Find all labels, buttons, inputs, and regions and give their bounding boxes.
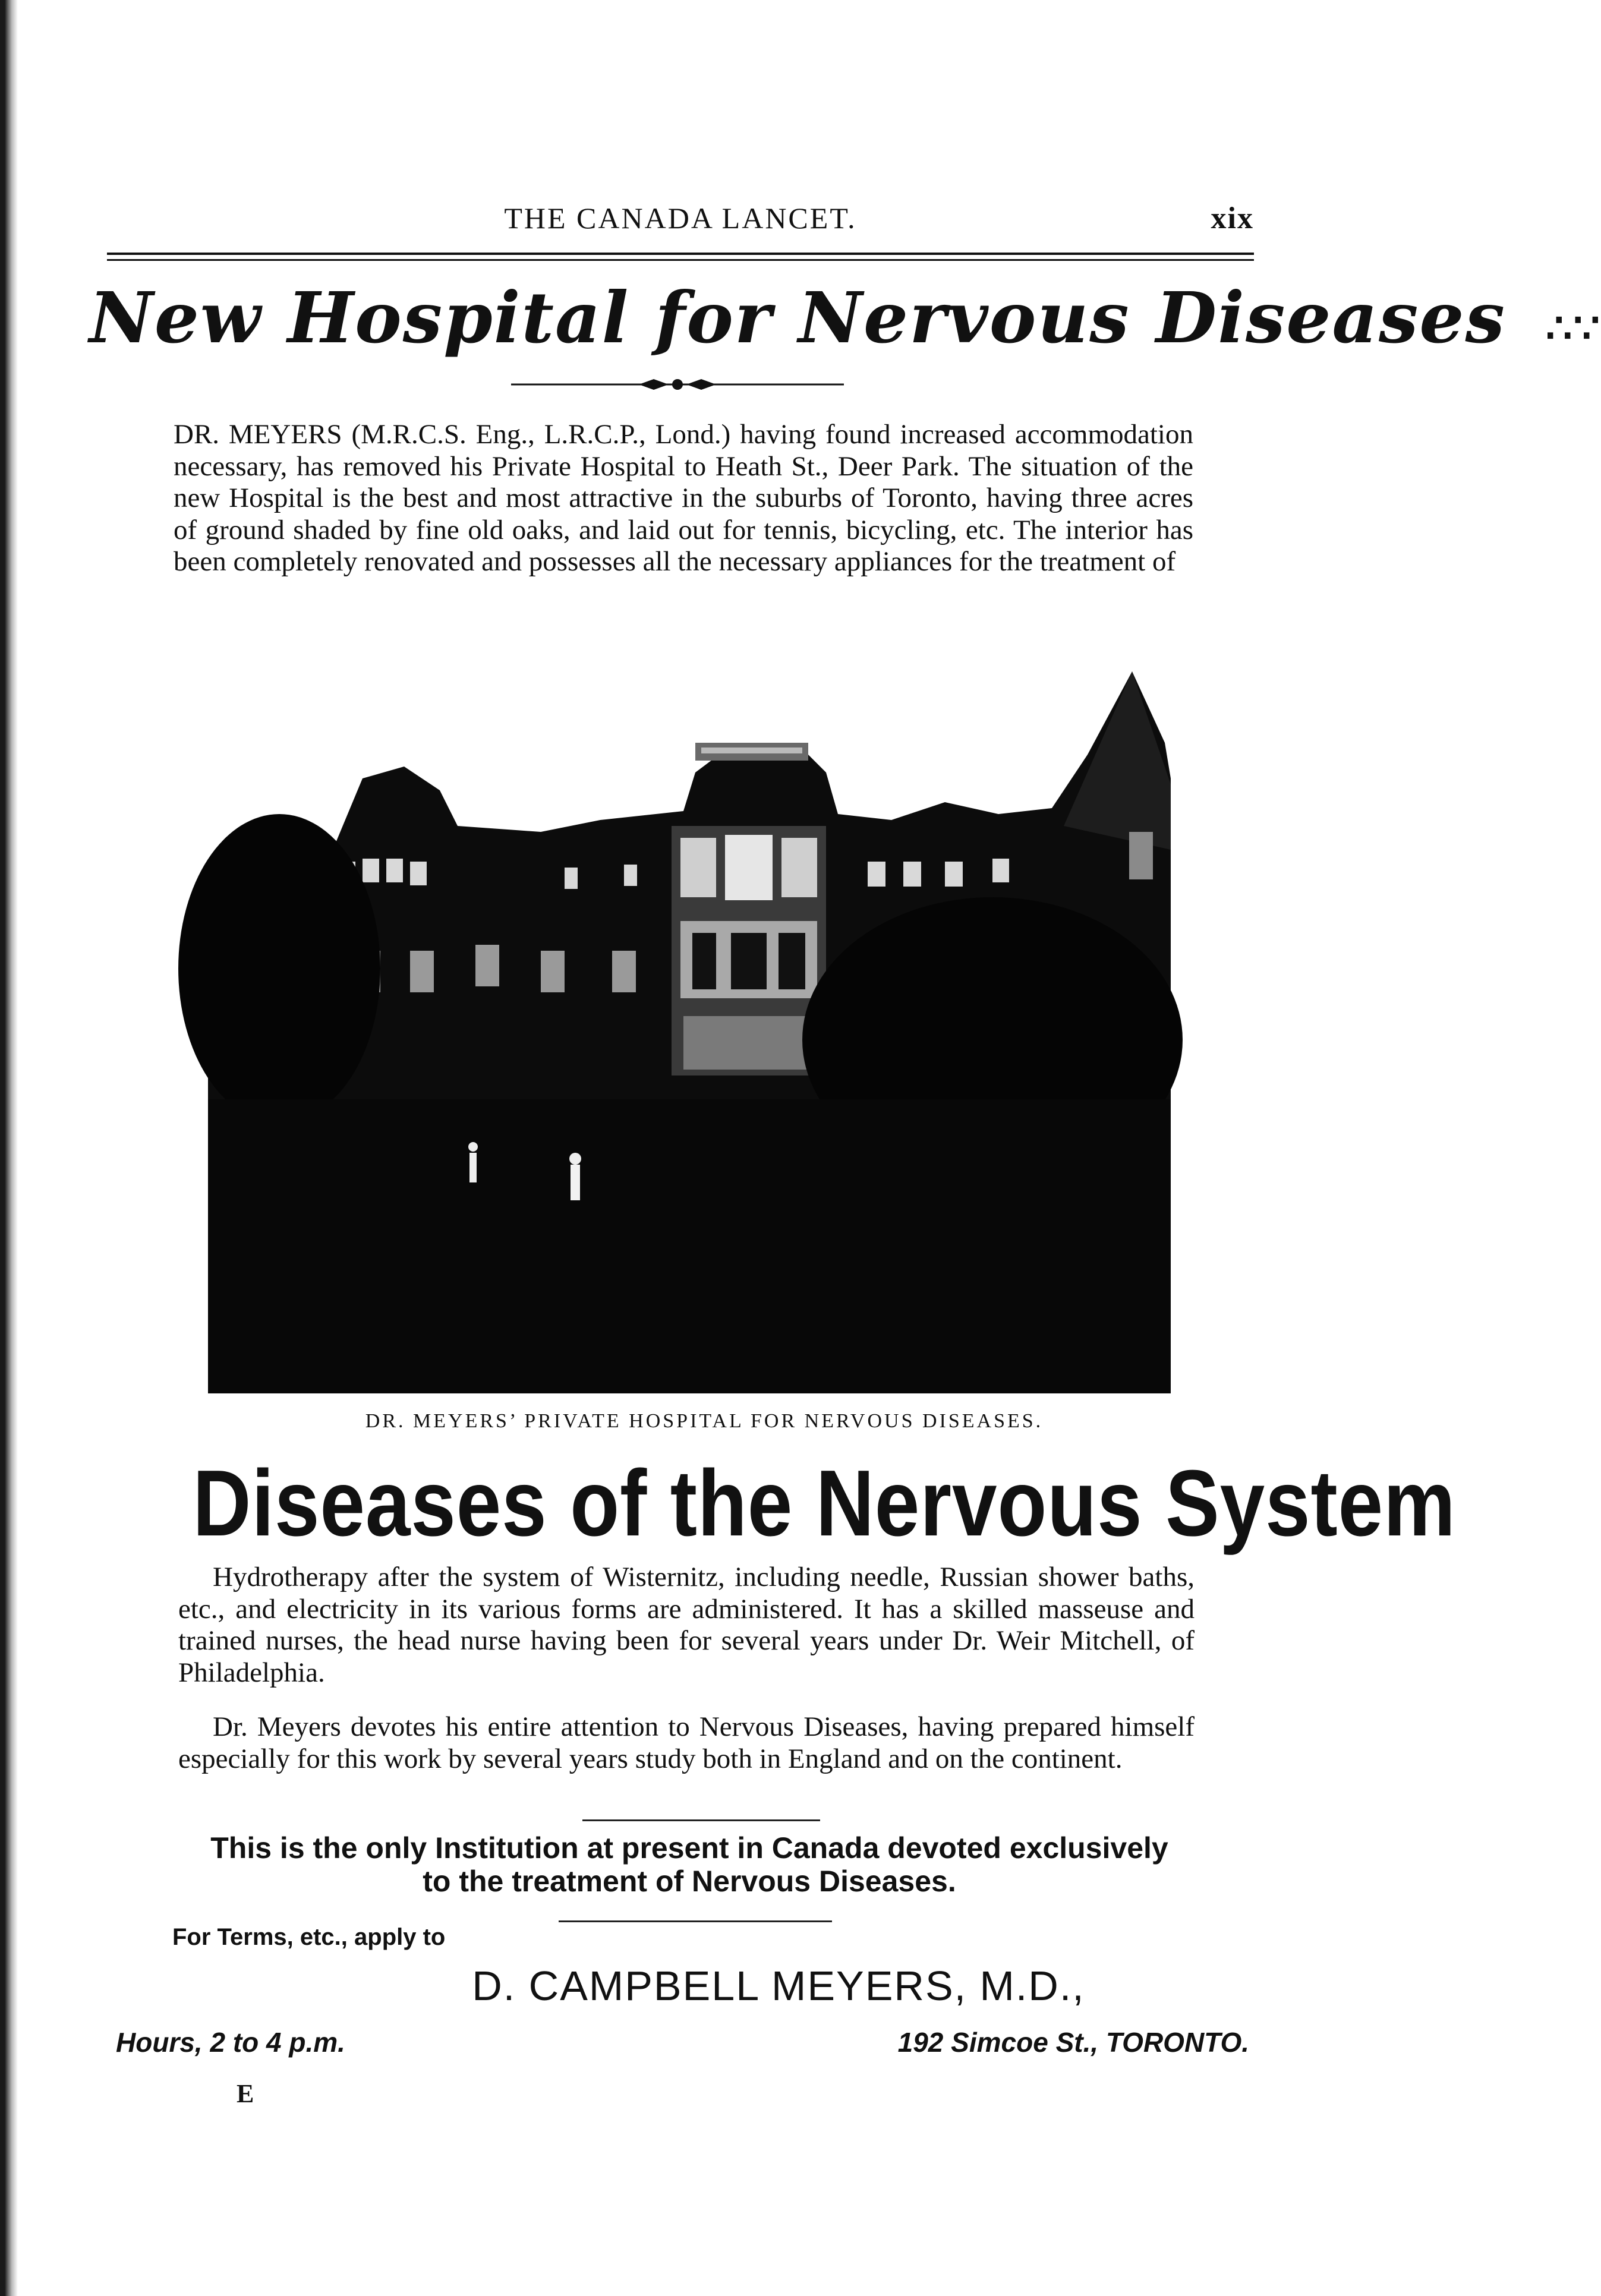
office-hours: Hours, 2 to 4 p.m.	[116, 2027, 345, 2058]
running-head	[107, 196, 1254, 238]
terms-line: For Terms, etc., apply to	[172, 1924, 446, 1950]
hospital-building-image	[208, 671, 1171, 1393]
intro-paragraph: DR. MEYERS (M.R.C.S. Eng., L.R.C.P., Lond.) having found increased accommodation necessary, has removed his Private Hospital to Heath St., Deer Park. The situation of the new Hospital is the best and most attractive in the suburbs of Toronto, having three acres of ground shaded by fine old oaks, and laid out for tennis, bicycling, etc. The interior has been completely renovated and possesses all the necessary appliances for the treatment of	[174, 419, 1193, 577]
title-dots-ornament: ∴∵	[1545, 303, 1601, 352]
page-number: xix	[1211, 201, 1254, 235]
attention-paragraph: Dr. Meyers devotes his entire attention to Nervous Diseases, having prepared himself especially for this work by several years study both in England and on the continent.	[178, 1711, 1195, 1774]
advert-title-text: New Hospital for Nervous Diseases	[89, 276, 1506, 359]
headline: Diseases of the Nervous System	[193, 1451, 1456, 1556]
advert-title	[89, 276, 1601, 359]
notice	[113, 1831, 1266, 1898]
binding-edge	[0, 0, 18, 2296]
terms-rule	[559, 1920, 832, 1922]
office-address: 192 Simcoe St., TORONTO.	[897, 2027, 1249, 2058]
running-title: THE CANADA LANCET.	[504, 201, 857, 235]
signature: D. CAMPBELL MEYERS, M.D.,	[472, 1963, 1085, 2009]
hospital-photo	[208, 671, 1171, 1393]
notice-line-1: This is the only Institution at present in Canada devoted exclusively	[210, 1831, 1168, 1865]
header-double-rule	[107, 253, 1254, 261]
hydrotherapy-paragraph: Hydrotherapy after the system of Wisternitz, including needle, Russian shower baths, etc., and electricity in its various forms are administered. It has a skilled masseuse and trained nurses, the head nurse having been for several years under Dr. Weir Mitchell, of Philadelphia.	[178, 1562, 1195, 1688]
title-ornament-icon	[511, 376, 844, 393]
signature-mark: E	[237, 2079, 254, 2108]
notice-line-2: to the treatment of Nervous Diseases.	[423, 1865, 956, 1898]
separator-rule	[582, 1819, 820, 1821]
photo-caption: DR. MEYERS’ PRIVATE HOSPITAL FOR NERVOUS DISEASES.	[365, 1410, 1044, 1432]
